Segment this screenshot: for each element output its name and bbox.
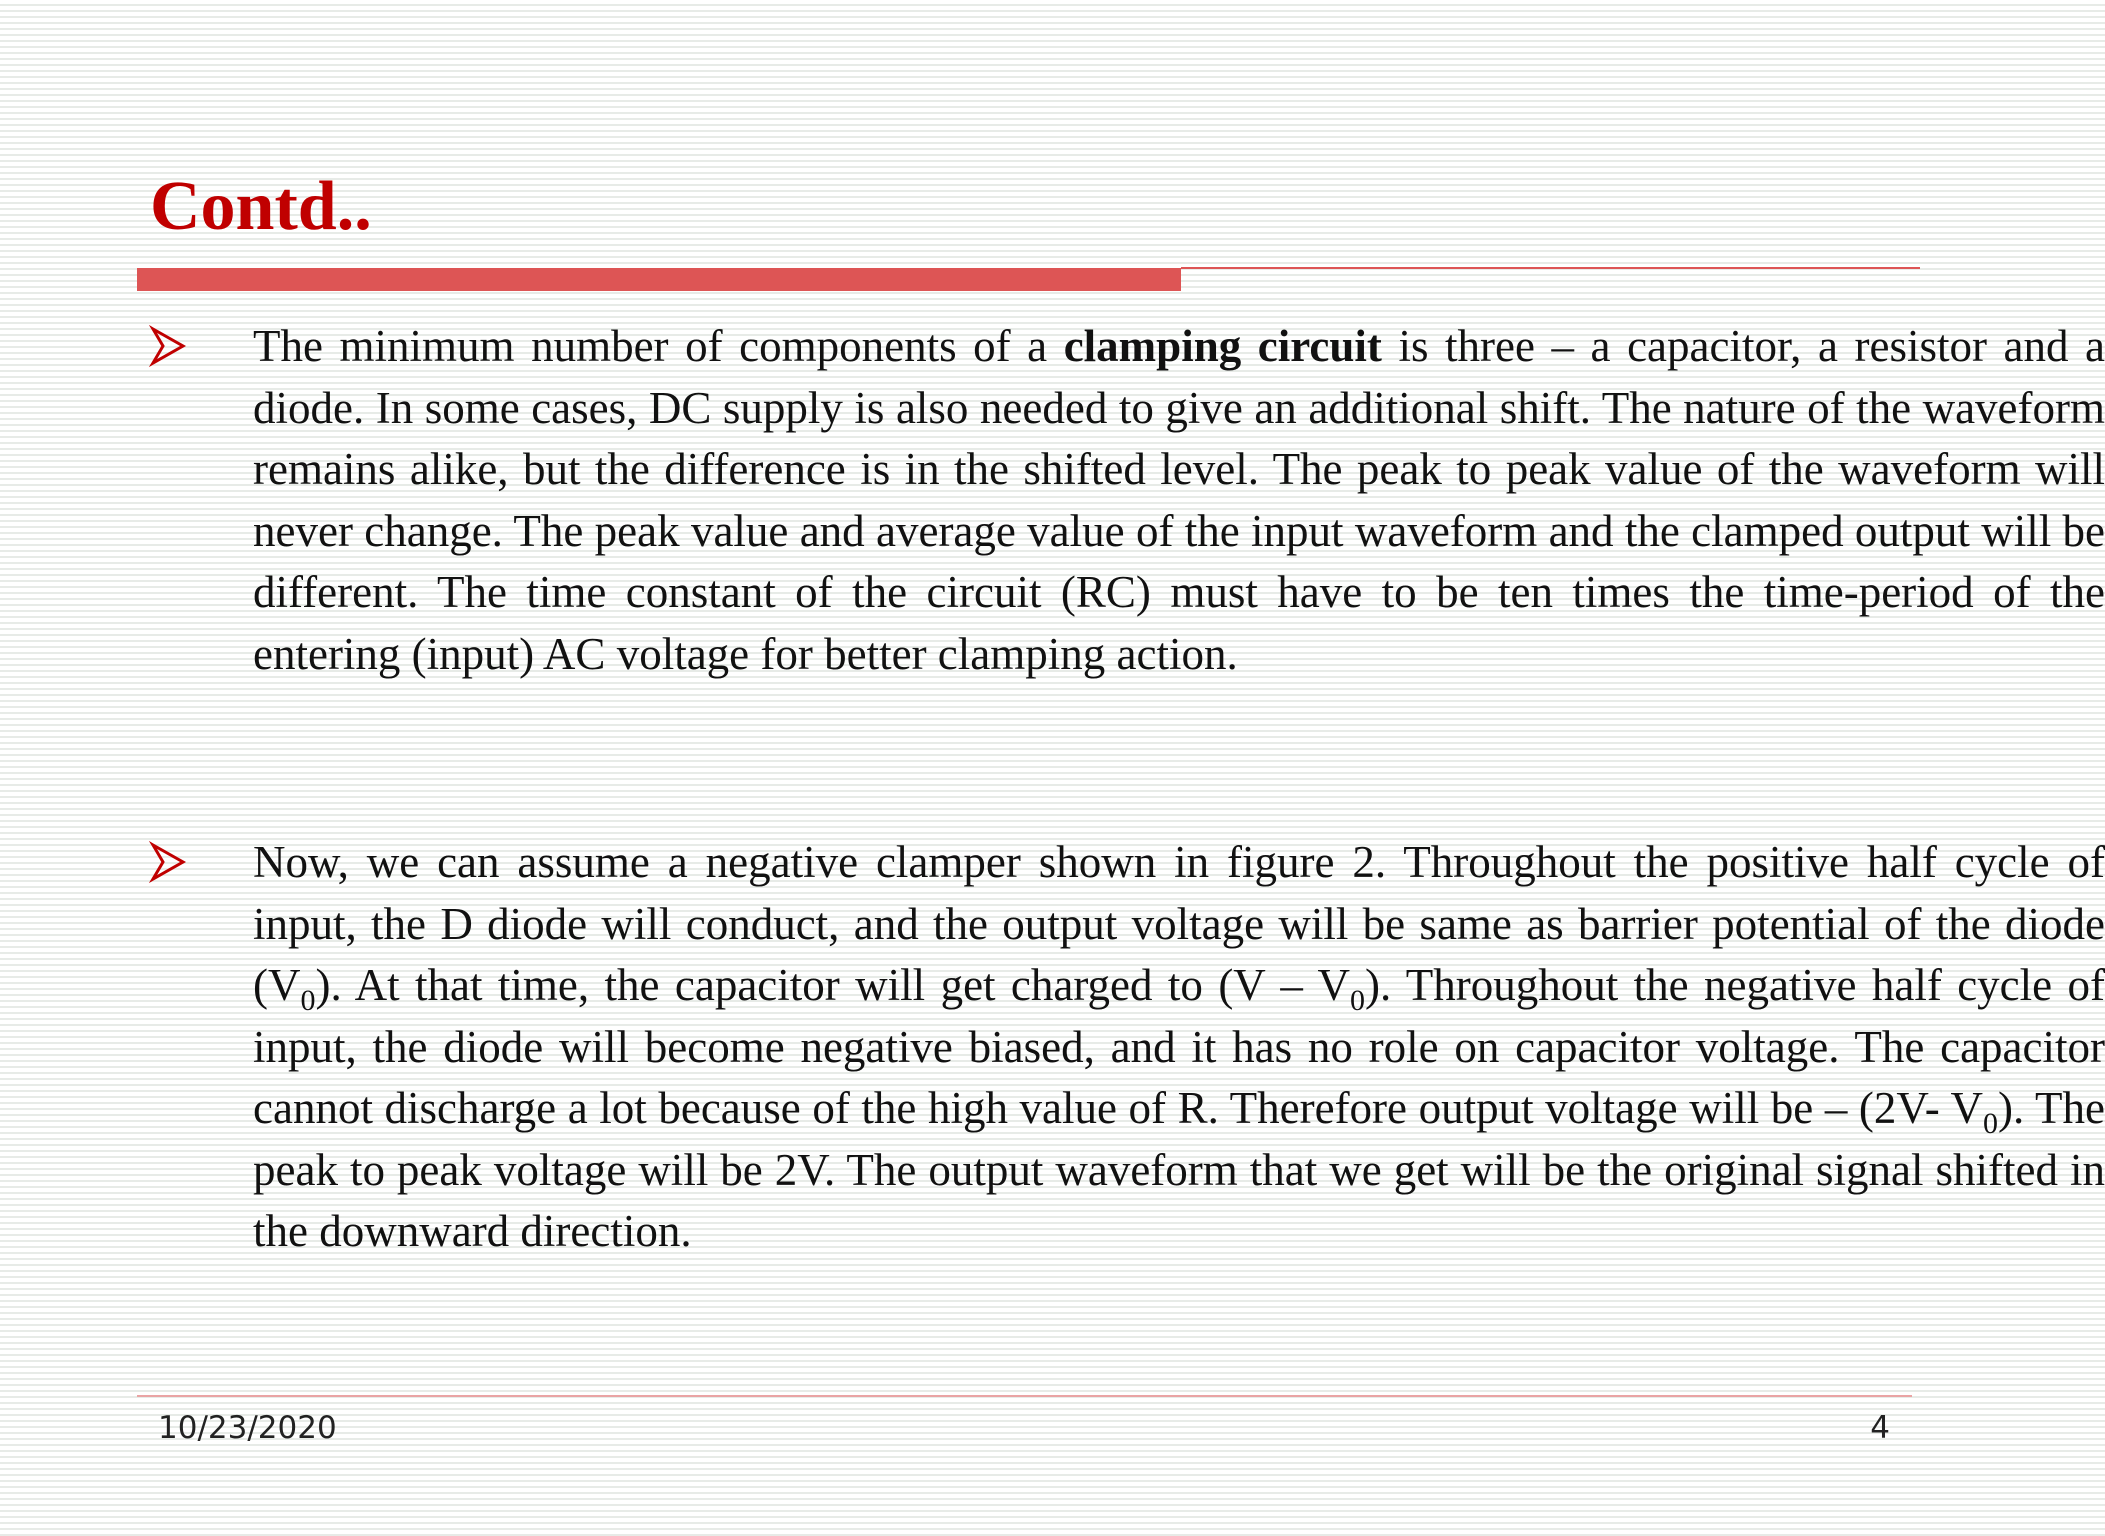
subscript-zero: 0 [1349,984,1365,1017]
bullet-text-part: ). Throughout the negative half cycle of input, the diode will become negative biased, and it has no role on capacitor voltage. The capacitor cannot discharge a lot because of the high value of R. Therefore output voltage will be – (2V- V [253,960,2105,1133]
bullet-text-negative-clamper [253,832,2105,1263]
bullet-text-clamping-components [253,316,2105,685]
page-number: 4 [1870,1410,1890,1446]
bullet-text-part: Now, we can assume a negative clamper shown in figure 2. Throughout the positive half cycle of input, the D diode will conduct, and the output voltage will be same as barrier potential of the diode (V [253,837,2105,1010]
title-underline-rule [1181,267,1920,269]
bullet-text-part: The minimum number of components of a [253,321,1064,371]
footer-divider [137,1395,1912,1397]
bullet-text-part: ). At that time, the capacitor will get charged to (V – V [315,960,1350,1010]
arrow-bullet-icon [150,842,186,882]
slide-title: Contd.. [150,168,372,245]
title-underline-bar [137,268,1181,291]
arrow-bullet-icon [150,326,186,366]
bullet-text-part: is three – a capacitor, a resistor and a diode. In some cases, DC supply is also needed to give an additional shift. The nature of the waveform remains alike, but the difference is in the shifted level. The peak to peak value of the waveform will never change. The peak value and average value of the input waveform and the clamped output will be different. The time constant of the circuit (RC) must have to be ten times the time-period of the entering (input) AC voltage for better clamping action. [253,321,2105,679]
subscript-zero: 0 [1983,1107,1999,1140]
footer-date: 10/23/2020 [158,1410,337,1446]
bullet-text-part: ). The peak to peak voltage will be 2V. The output waveform that we get will be the original signal shifted in the downward direction. [253,1083,2105,1256]
subscript-zero: 0 [300,984,316,1017]
bold-term-clamping-circuit: clamping circuit [1063,321,1382,371]
